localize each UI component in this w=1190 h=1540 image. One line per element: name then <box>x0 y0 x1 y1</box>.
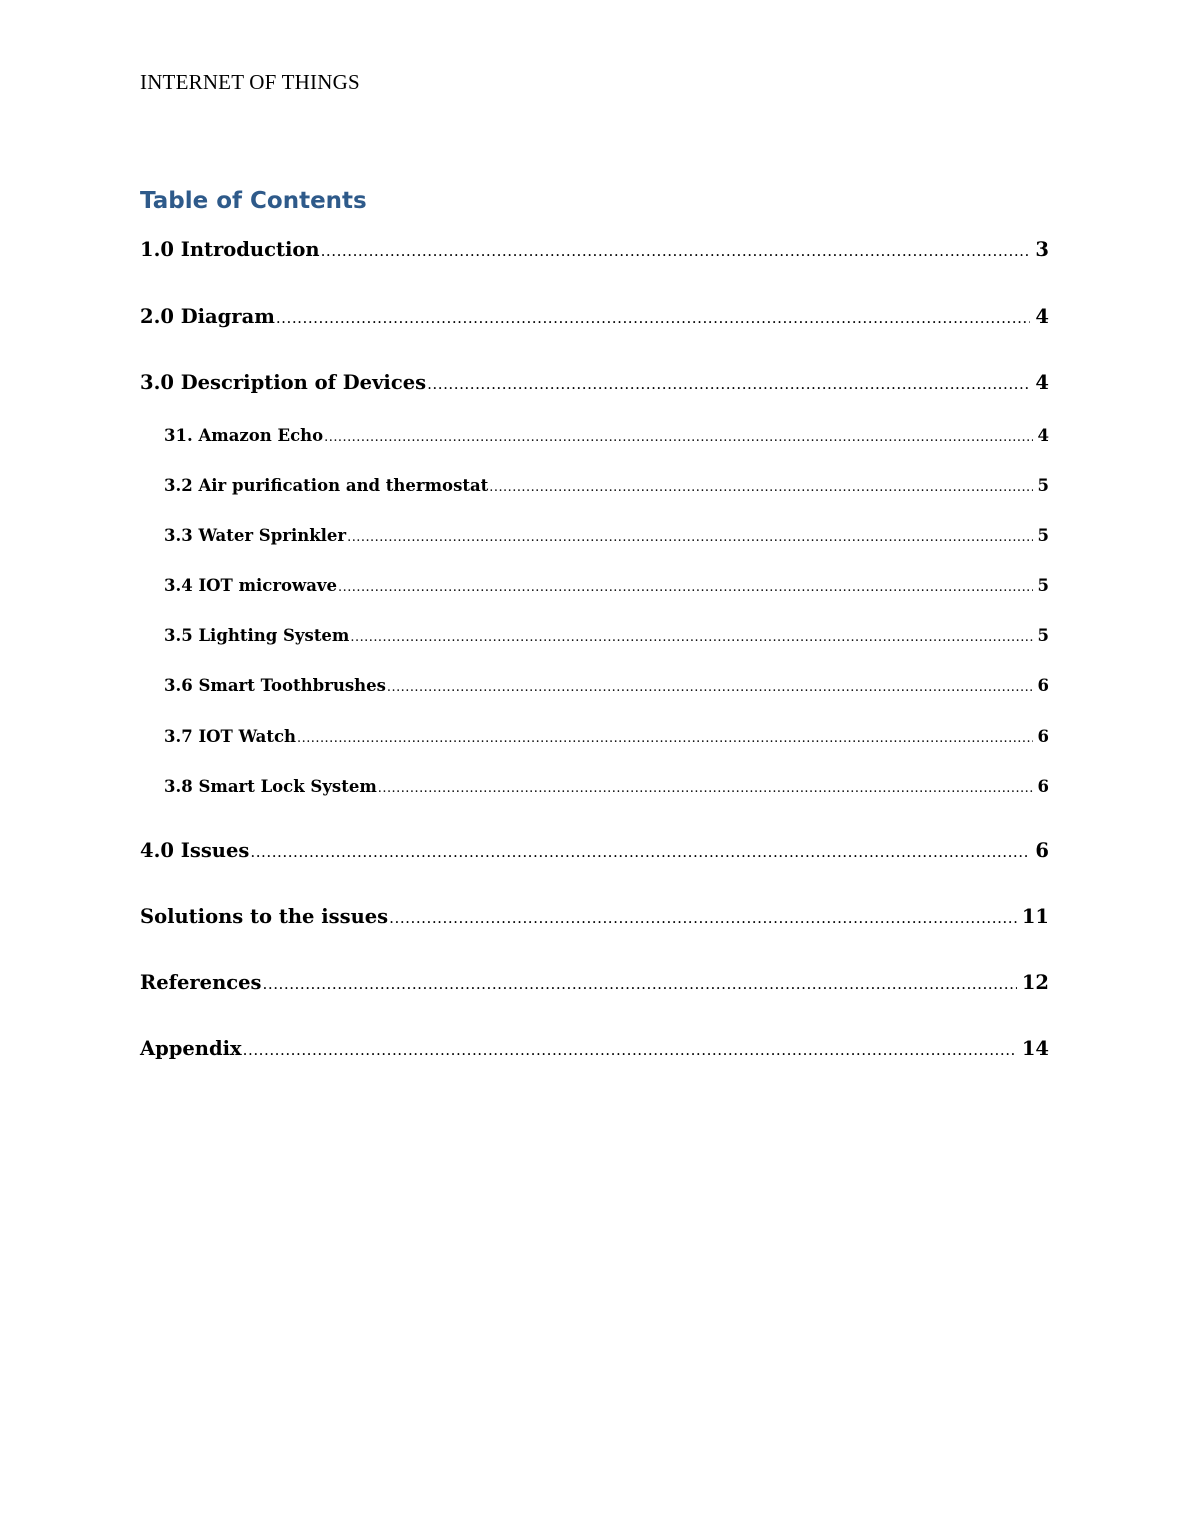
toc-entry-diagram[interactable] <box>140 305 1049 328</box>
toc-entry-label: 3.8 Smart Lock System <box>164 777 377 796</box>
toc-dot-leader <box>324 430 1032 445</box>
toc-dot-leader <box>489 480 1032 495</box>
toc-entry-label: 3.7 IOT Watch <box>164 727 297 746</box>
toc-dot-leader <box>321 242 1031 260</box>
toc-entry-smart-toothbrushes[interactable] <box>164 676 1049 695</box>
toc-entry-label: 2.0 Diagram <box>140 305 275 328</box>
toc-entry-page: 5 <box>1037 476 1049 495</box>
toc-entry-label: 3.3 Water Sprinkler <box>164 526 347 545</box>
toc-entry-smart-lock-system[interactable] <box>164 777 1049 796</box>
toc-entry-page: 6 <box>1037 727 1049 746</box>
toc-entry-amazon-echo[interactable] <box>164 426 1049 445</box>
toc-entry-page: 11 <box>1021 905 1049 928</box>
toc-dot-leader <box>350 630 1032 645</box>
toc-entry-label: 3.4 IOT microwave <box>164 576 338 595</box>
toc-entry-label: 3.6 Smart Toothbrushes <box>164 676 386 695</box>
toc-entry-label: 3.2 Air purification and thermostat <box>164 476 489 495</box>
toc-entry-iot-microwave[interactable] <box>164 576 1049 595</box>
toc-dot-leader <box>276 309 1031 327</box>
toc-dot-leader <box>347 530 1032 545</box>
toc-entry-label: 4.0 Issues <box>140 839 250 862</box>
toc-dot-leader <box>297 731 1032 746</box>
toc-entry-solutions[interactable] <box>140 905 1049 928</box>
toc-entry-water-sprinkler[interactable] <box>164 526 1049 545</box>
toc-entry-page: 4 <box>1035 305 1049 328</box>
toc-entry-page: 4 <box>1035 371 1049 394</box>
toc-entry-page: 5 <box>1037 526 1049 545</box>
toc-entry-lighting-system[interactable] <box>164 626 1049 645</box>
toc-dot-leader <box>378 781 1033 796</box>
toc-entry-introduction[interactable] <box>140 238 1049 261</box>
toc-dot-leader <box>427 375 1030 393</box>
toc-entry-iot-watch[interactable] <box>164 727 1049 746</box>
toc-dot-leader <box>263 975 1017 993</box>
toc-entry-label: 3.5 Lighting System <box>164 626 350 645</box>
toc-entry-page: 3 <box>1035 238 1049 261</box>
toc-entry-air-purification[interactable] <box>164 476 1049 495</box>
toc-entry-page: 12 <box>1021 971 1049 994</box>
toc-heading: Table of Contents <box>140 188 367 214</box>
toc-entry-page: 5 <box>1037 626 1049 645</box>
toc-entry-page: 6 <box>1037 777 1049 796</box>
toc-dot-leader <box>389 909 1017 927</box>
toc-entry-label: 1.0 Introduction <box>140 238 320 261</box>
toc-entry-appendix[interactable] <box>140 1037 1049 1060</box>
toc-entry-page: 14 <box>1021 1037 1049 1060</box>
toc-entry-label: 3.0 Description of Devices <box>140 371 427 394</box>
toc-entry-references[interactable] <box>140 971 1049 994</box>
toc-dot-leader <box>387 680 1033 695</box>
toc-dot-leader <box>250 843 1030 861</box>
toc-entry-page: 6 <box>1037 676 1049 695</box>
toc-entry-label: 31. Amazon Echo <box>164 426 324 445</box>
toc-entry-page: 4 <box>1037 426 1049 445</box>
toc-entry-label: Appendix <box>140 1037 242 1060</box>
toc-entry-label: References <box>140 971 262 994</box>
toc-entry-issues[interactable] <box>140 839 1049 862</box>
toc-entry-page: 6 <box>1035 839 1049 862</box>
toc-dot-leader <box>243 1041 1017 1059</box>
toc-entry-description-of-devices[interactable] <box>140 371 1049 394</box>
toc-entry-page: 5 <box>1037 576 1049 595</box>
running-header: INTERNET OF THINGS <box>140 70 360 94</box>
toc-entry-label: Solutions to the issues <box>140 905 389 928</box>
toc-dot-leader <box>338 580 1032 595</box>
